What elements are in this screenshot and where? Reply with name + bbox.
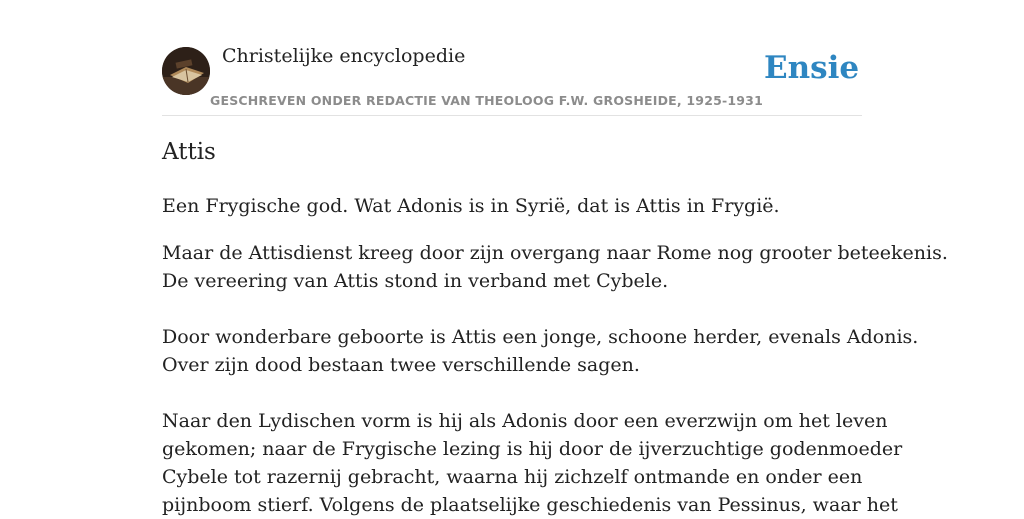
paragraph-line: Maar de Attisdienst kreeg door zijn overgang naar Rome nog grooter beteekenis.: [162, 242, 948, 264]
paragraph-line: Naar den Lydischen vorm is hij als Adonis door een everzwijn om het leven: [162, 410, 888, 432]
paragraph-line: Cybele tot razernij gebracht, waarna hij zichzelf ontmande en onder een: [162, 466, 863, 488]
article-lead: Een Frygische god. Wat Adonis is in Syrië, dat is Attis in Frygië.: [162, 195, 780, 217]
header-divider: [162, 115, 862, 116]
site-subtitle: GESCHREVEN ONDER REDACTIE VAN THEOLOOG F.W. GROSHEIDE, 1925-1931: [210, 93, 763, 108]
brand-logo-link[interactable]: Ensie: [764, 50, 860, 86]
paragraph-line: pijnboom stierf. Volgens de plaatselijke geschiedenis van Pessinus, waar het: [162, 494, 898, 516]
paragraph-line: Over zijn dood bestaan twee verschillende sagen.: [162, 354, 640, 376]
site-title[interactable]: Christelijke encyclopedie: [222, 45, 466, 67]
paragraph-line: Door wonderbare geboorte is Attis een jonge, schoone herder, evenals Adonis.: [162, 326, 919, 348]
paragraph-gap: [162, 295, 862, 323]
article-body: [162, 239, 948, 519]
paragraph-line: De vereering van Attis stond in verband met Cybele.: [162, 270, 669, 292]
paragraph-line: gekomen; naar de Frygische lezing is hij door de ijverzuchtige godenmoeder: [162, 438, 903, 460]
book-image-icon: [162, 47, 210, 95]
article-title: Attis: [162, 139, 216, 165]
encyclopedia-avatar[interactable]: [162, 47, 210, 95]
paragraph-gap: [162, 379, 862, 407]
